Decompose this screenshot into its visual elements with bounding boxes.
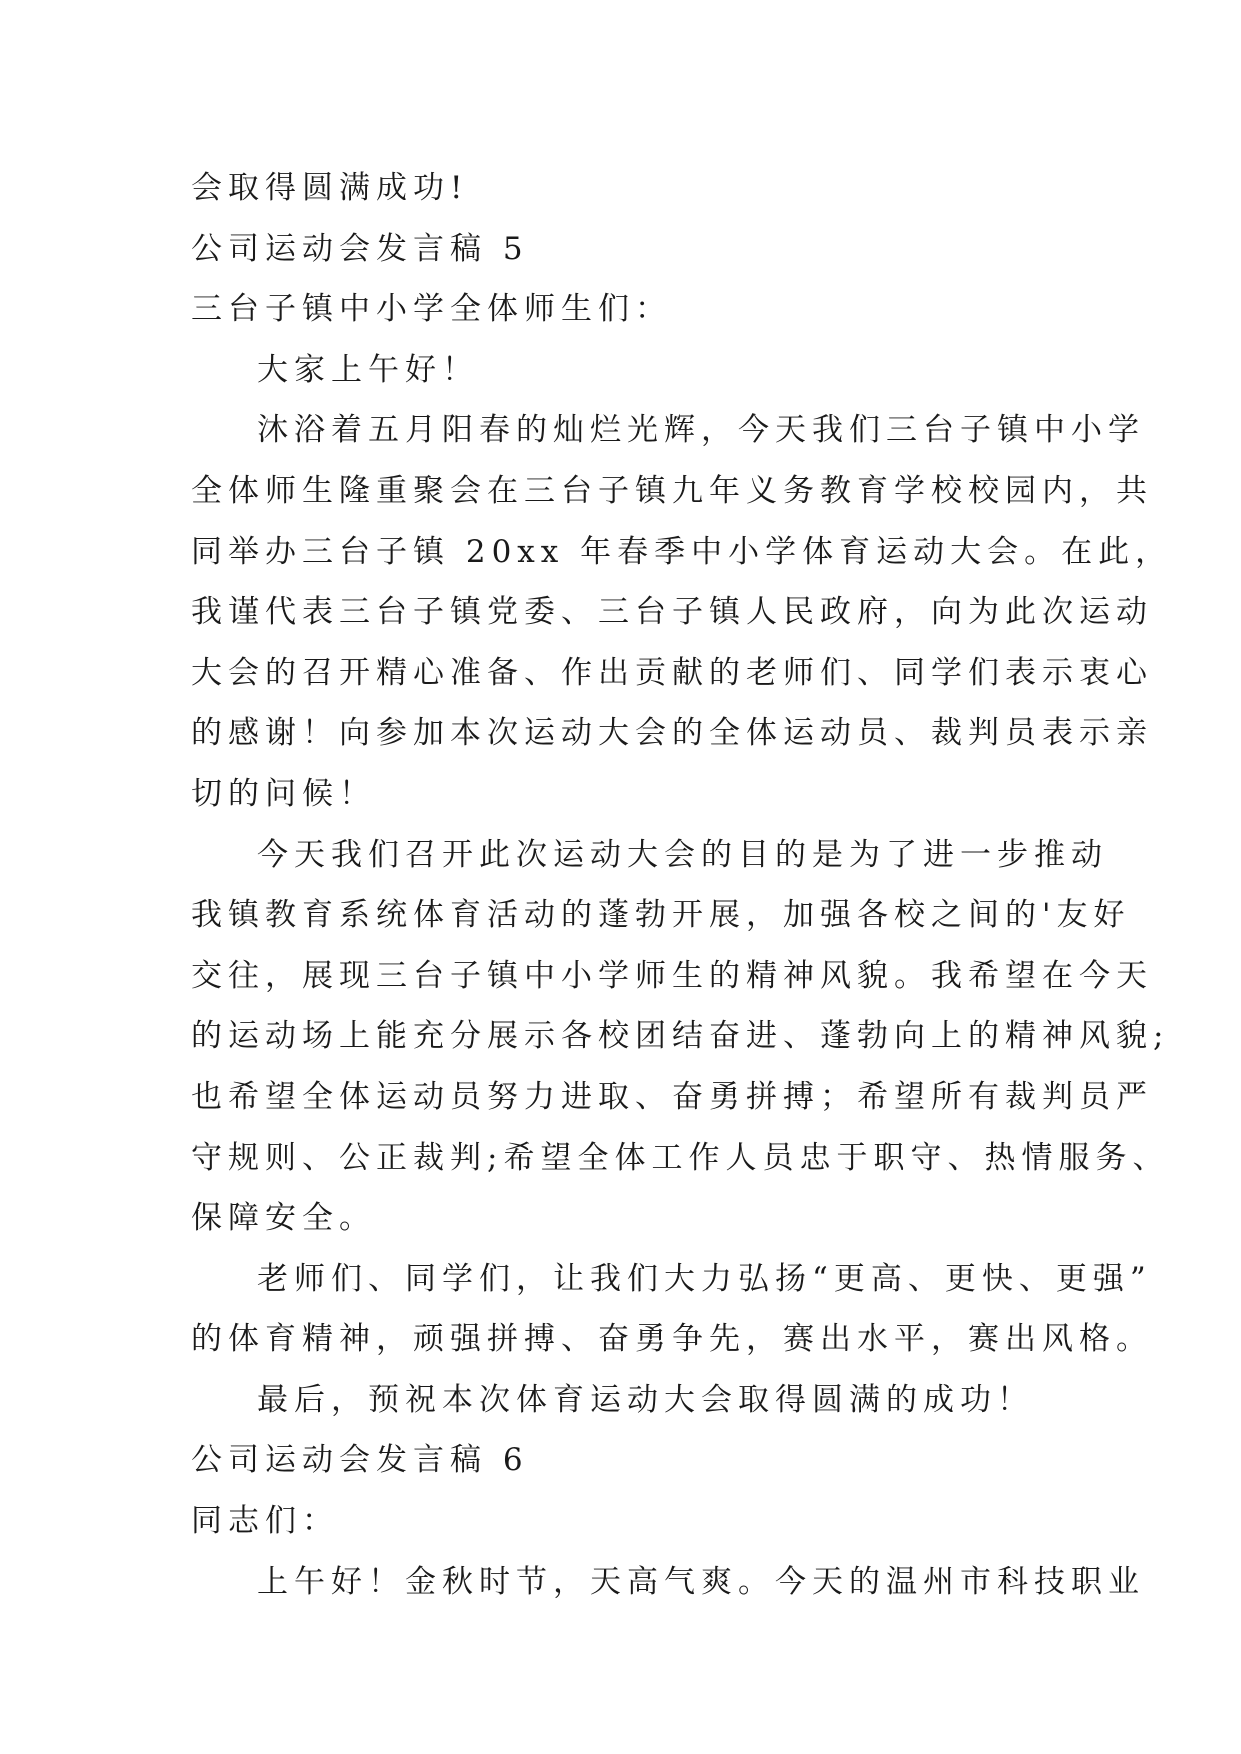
text-line: 保障安全。	[191, 1200, 376, 1237]
text-line: 我镇教育系统体育活动的蓬勃开展，加强各校之间的'友好	[191, 897, 1131, 934]
text-line: 守规则、公正裁判;希望全体工作人员忠于职守、热情服务、	[191, 1139, 1170, 1176]
text-line: 我谨代表三台子镇党委、三台子镇人民政府，向为此次运动	[191, 594, 1153, 631]
text-line: 也希望全体运动员努力进取、奋勇拼搏；希望所有裁判员严	[191, 1078, 1153, 1115]
text-line: 全体师生隆重聚会在三台子镇九年义务教育学校校园内，共	[191, 472, 1153, 509]
section-heading: 公司运动会发言稿 6	[191, 1442, 529, 1479]
text-line: 沐浴着五月阳春的灿烂光辉，今天我们三台子镇中小学	[257, 412, 1145, 449]
text-line: 会取得圆满成功!	[191, 170, 469, 206]
text-line: 今天我们召开此次运动大会的目的是为了进一步推动	[257, 836, 1108, 873]
text-line: 的运动场上能充分展示各校团结奋进、蓬勃向上的精神风貌;	[191, 1018, 1170, 1055]
text-line: 大会的召开精心准备、作出贡献的老师们、同学们表示衷心	[191, 654, 1153, 691]
text-line: 切的问候！	[191, 775, 376, 812]
document-page	[191, 158, 1173, 1612]
text-line: 交往，展现三台子镇中小学师生的精神风貌。我希望在今天	[191, 957, 1153, 994]
text-line: 的感谢！向参加本次运动大会的全体运动员、裁判员表示亲	[191, 715, 1153, 752]
text-line: 上午好！金秋时节，天高气爽。今天的温州市科技职业	[257, 1563, 1145, 1600]
section-heading: 公司运动会发言稿 5	[191, 230, 529, 267]
text-line: 大家上午好！	[257, 351, 479, 388]
salutation: 同志们：	[191, 1503, 339, 1540]
text-line: 的体育精神，顽强拼搏、奋勇争先，赛出水平，赛出风格。	[191, 1321, 1153, 1358]
text-line: 最后，预祝本次体育运动大会取得圆满的成功！	[257, 1381, 1034, 1418]
text-line: 同举办三台子镇 20xx 年春季中小学体育运动大会。在此，	[191, 533, 1173, 570]
text-line: 老师们、同学们，让我们大力弘扬“更高、更快、更强”	[257, 1260, 1152, 1297]
salutation: 三台子镇中小学全体师生们：	[191, 291, 672, 328]
